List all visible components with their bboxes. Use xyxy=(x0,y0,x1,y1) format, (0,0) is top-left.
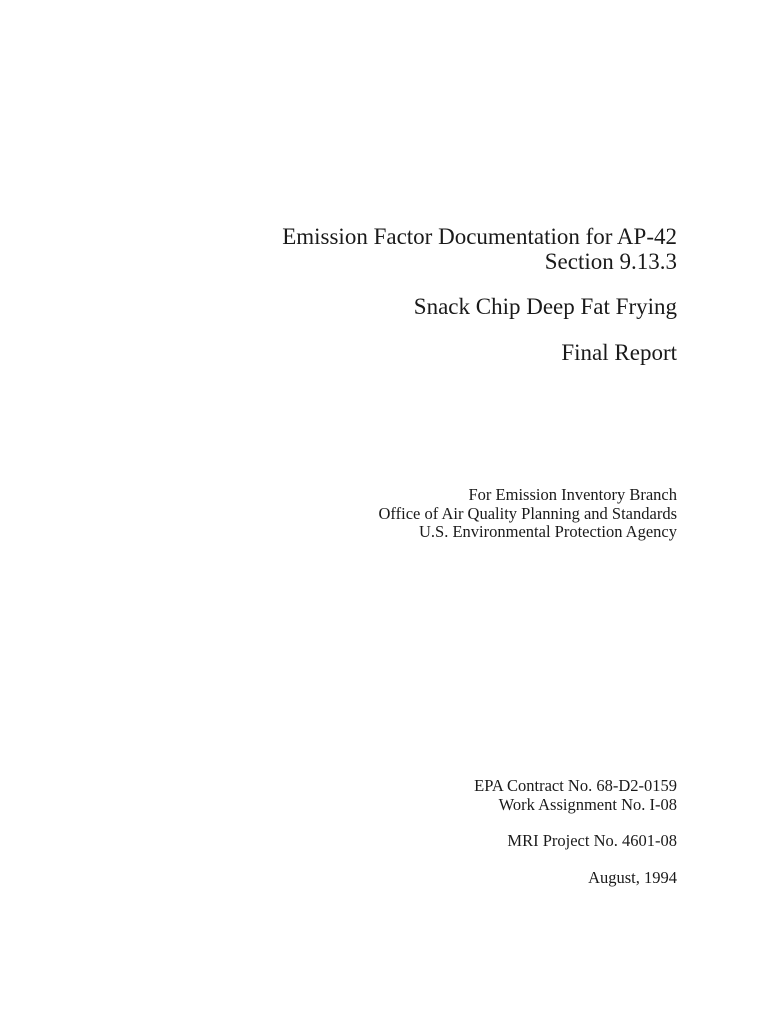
client-line-1: For Emission Inventory Branch xyxy=(468,485,677,504)
report-date-text: August, 1994 xyxy=(588,868,677,887)
report-type-text: Final Report xyxy=(561,340,677,365)
report-title-line-2: Section 9.13.3 xyxy=(544,249,677,274)
work-assignment-number: Work Assignment No. I-08 xyxy=(498,794,677,814)
contract-info xyxy=(474,777,677,814)
client-line-3: U.S. Environmental Protection Agency xyxy=(419,522,677,541)
report-date xyxy=(588,869,677,888)
report-title-line-1: Emission Factor Documentation for AP-42 xyxy=(282,224,677,249)
project-number: MRI Project No. 4601-08 xyxy=(507,831,677,850)
client-line-2: Office of Air Quality Planning and Standards xyxy=(378,503,677,523)
report-subject xyxy=(414,294,677,319)
report-title xyxy=(282,224,677,274)
report-subject-text: Snack Chip Deep Fat Frying xyxy=(413,294,677,319)
report-type xyxy=(561,340,677,365)
client-info xyxy=(379,486,677,542)
project-info xyxy=(507,832,677,851)
contract-number: EPA Contract No. 68-D2-0159 xyxy=(474,776,677,795)
